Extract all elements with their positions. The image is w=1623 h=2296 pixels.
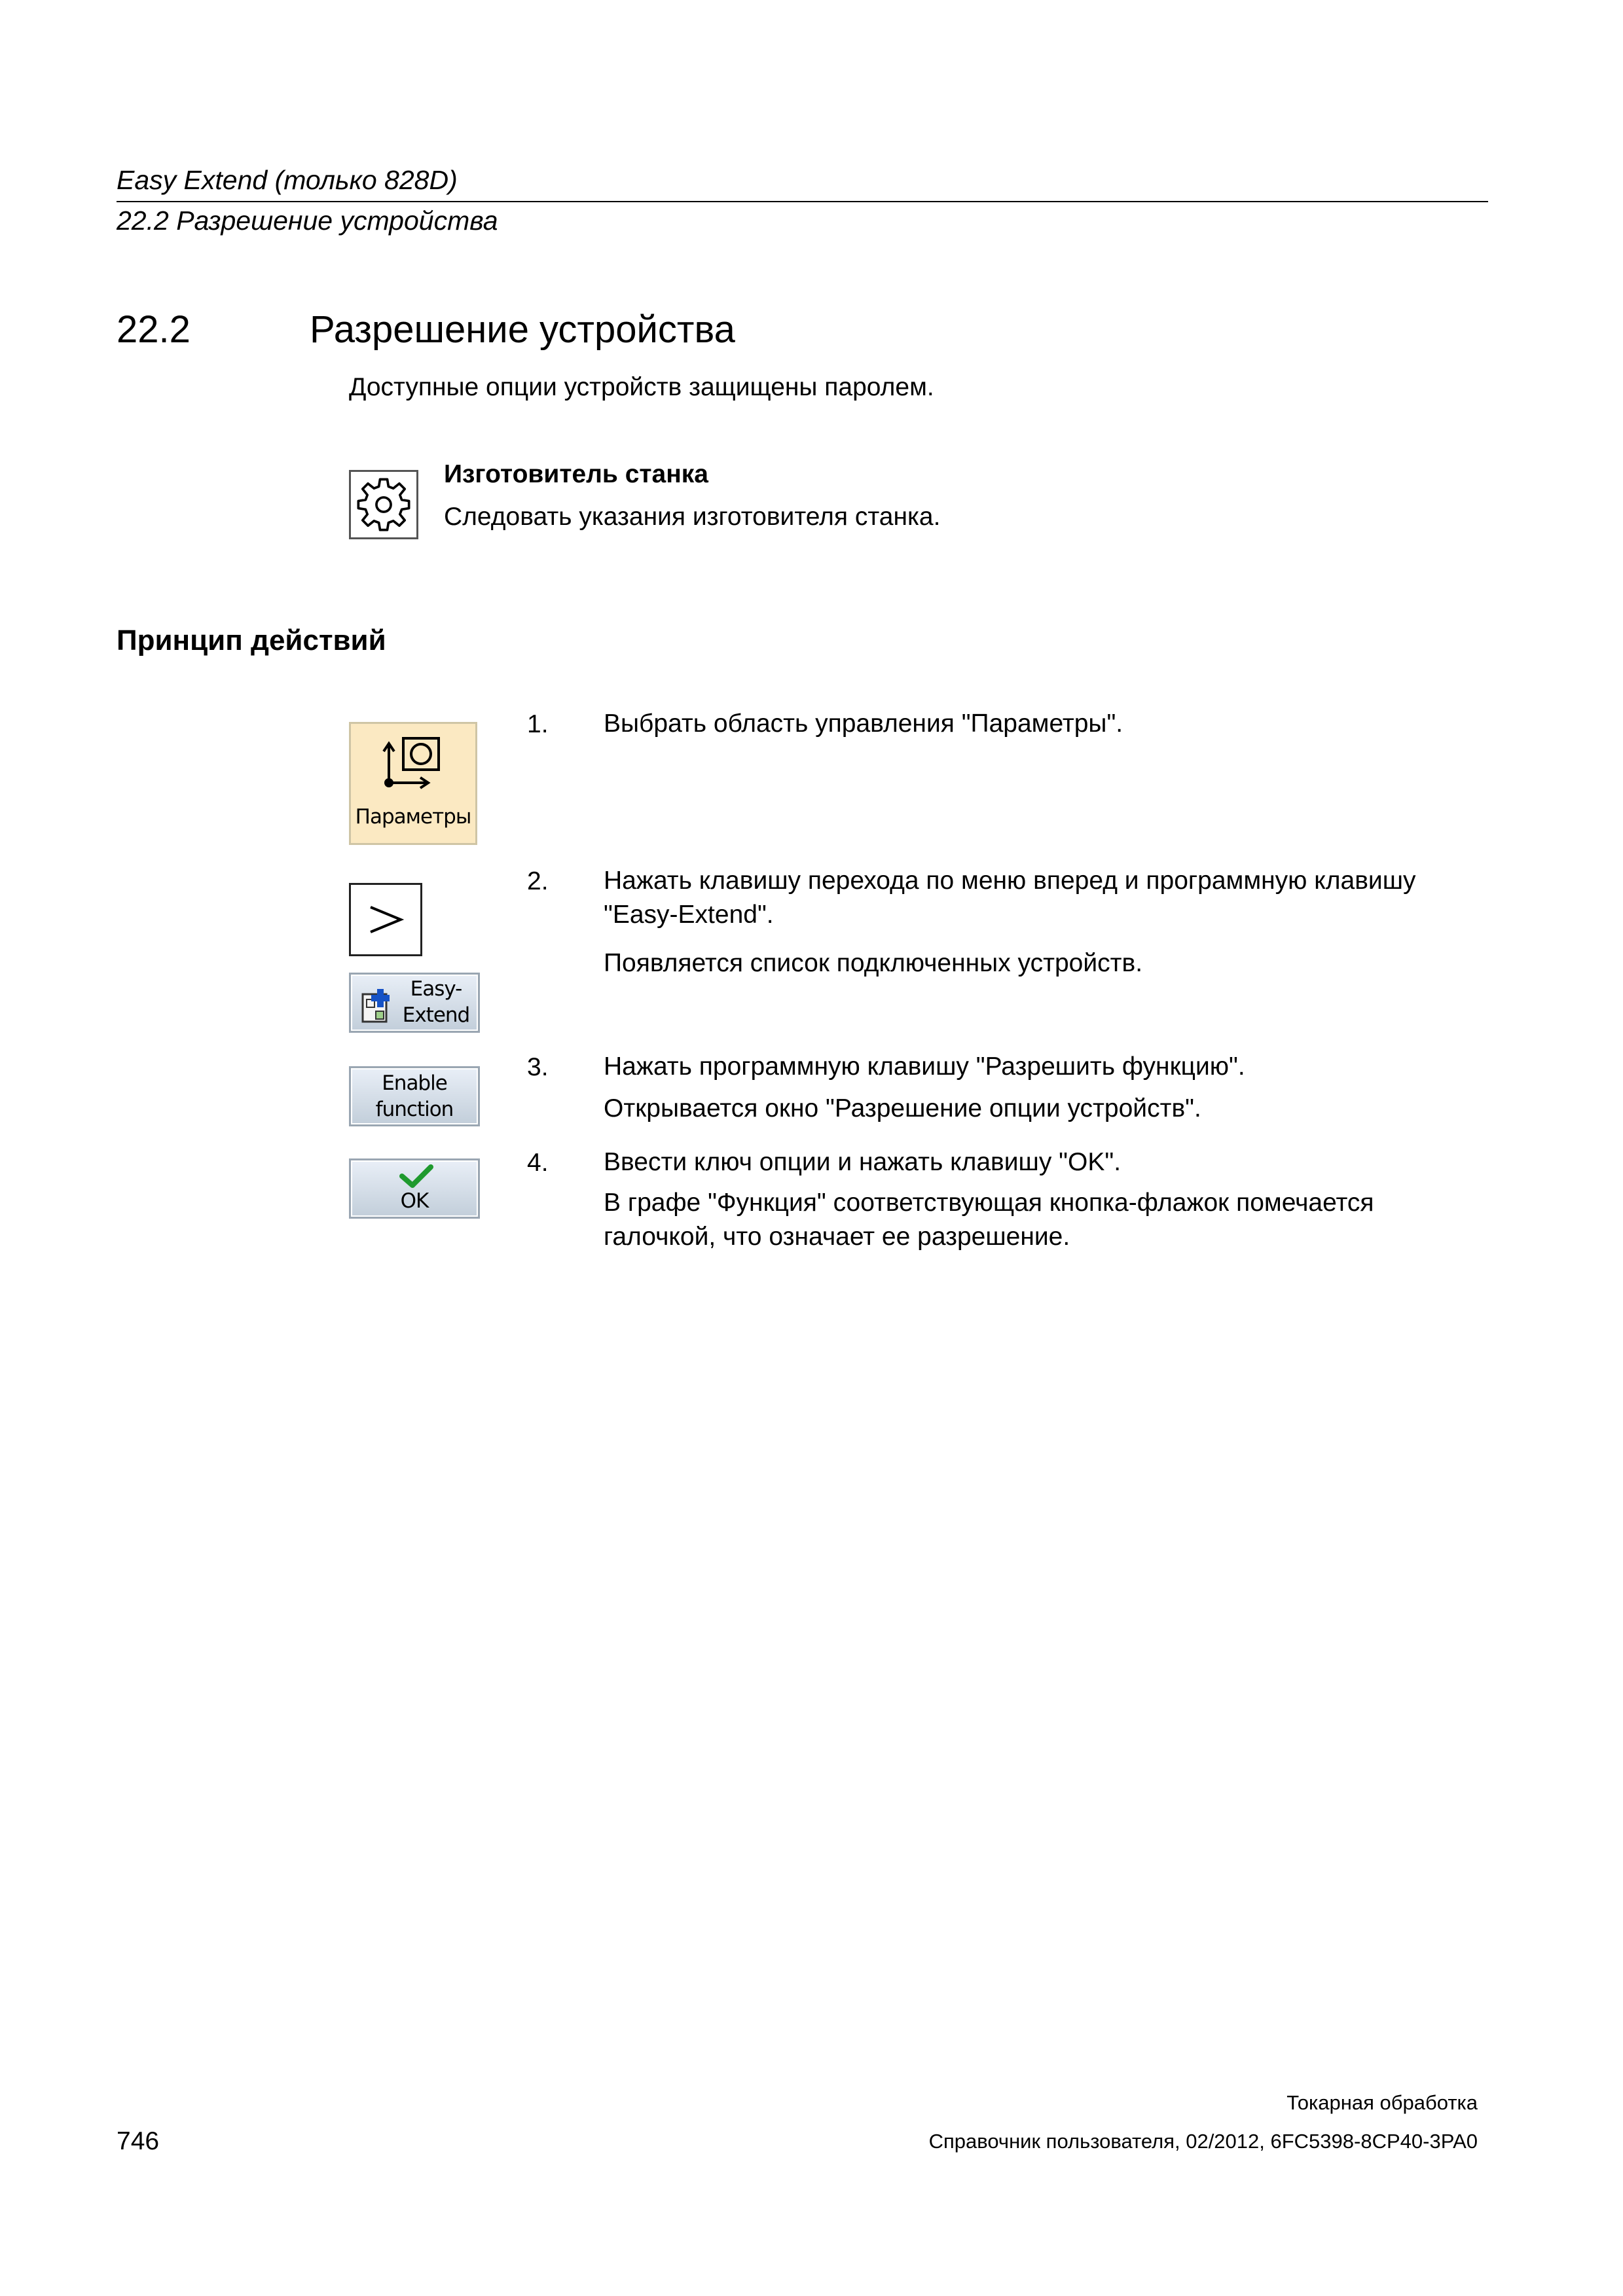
step-4-number: 4.	[527, 1149, 549, 1177]
step-4-result: В графе "Функция" соответствующая кнопка-флажок помечается галочкой, что означает ее разрешение.	[604, 1189, 1374, 1251]
step-4-text: Ввести ключ опции и нажать клавишу "OK".	[604, 1148, 1122, 1176]
easy-extend-softkey-line1: Easy-	[410, 977, 462, 1001]
parameters-softkey-label: Параметры	[355, 805, 471, 829]
running-header-section: 22.2 Разрешение устройства	[117, 206, 498, 236]
footer-book-title: Токарная обработка	[1286, 2091, 1478, 2114]
note-title: Изготовитель станка	[444, 460, 708, 488]
step-3-result: Открывается окно "Разрешение опции устройств".	[604, 1094, 1201, 1122]
step-3-number: 3.	[527, 1053, 549, 1081]
note-text: Следовать указания изготовителя станка.	[444, 503, 941, 531]
ok-softkey-label: OK	[400, 1189, 429, 1213]
checkmark-icon	[398, 1163, 435, 1189]
step-3-text: Нажать программную клавишу "Разрешить функцию".	[604, 1052, 1245, 1081]
step-1-number: 1.	[527, 710, 549, 738]
ok-softkey[interactable]	[349, 1158, 480, 1219]
chevron-right-icon	[364, 898, 407, 941]
page-number: 746	[117, 2127, 160, 2155]
step-2-number: 2.	[527, 867, 549, 895]
enable-function-softkey-line2: function	[375, 1098, 454, 1121]
step-2-text: Нажать клавишу перехода по меню вперед и программную клавишу "Easy-Extend".	[604, 867, 1416, 929]
easy-extend-softkey[interactable]	[349, 973, 480, 1033]
step-1-text: Выбрать область управления "Параметры".	[604, 709, 1123, 738]
header-rule	[117, 201, 1488, 202]
enable-function-softkey-line1: Enable	[382, 1071, 447, 1095]
axis-parameters-icon	[374, 733, 447, 792]
section-intro: Доступные опции устройств защищены паролем.	[349, 373, 934, 401]
section-number: 22.2	[117, 308, 191, 351]
running-header-chapter: Easy Extend (только 828D)	[117, 165, 458, 195]
enable-function-softkey[interactable]	[349, 1066, 480, 1126]
footer-reference: Справочник пользователя, 02/2012, 6FC5398-8CP40-3PA0	[928, 2130, 1478, 2153]
parameters-softkey[interactable]	[349, 722, 477, 845]
procedure-heading: Принцип действий	[117, 624, 386, 656]
easy-extend-softkey-line2: Extend	[402, 1003, 470, 1027]
section-title: Разрешение устройства	[310, 308, 735, 351]
step-2-result: Появляется список подключенных устройств.	[604, 949, 1143, 977]
menu-forward-key[interactable]	[349, 883, 422, 956]
gear-icon	[349, 470, 418, 539]
